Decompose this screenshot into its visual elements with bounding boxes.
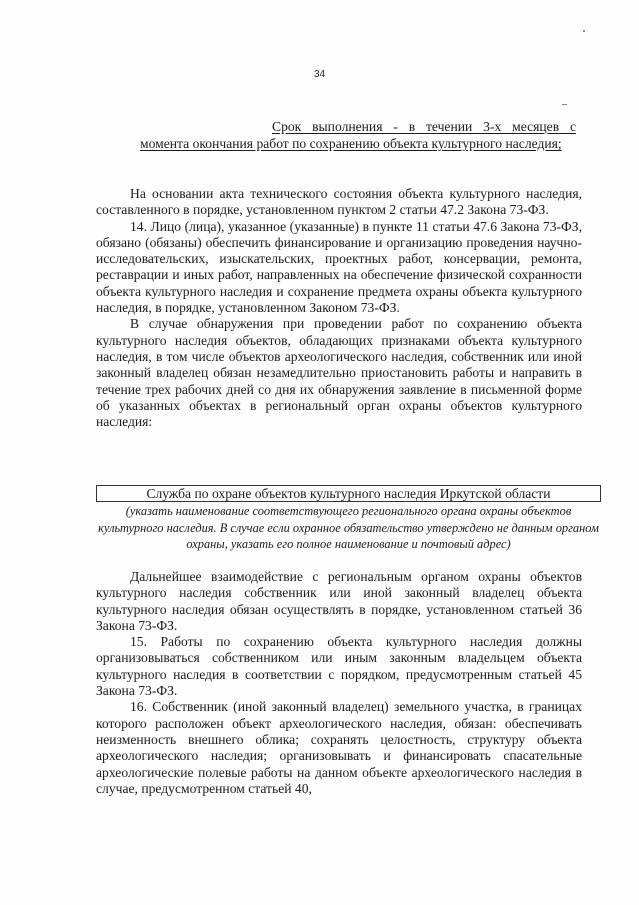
scan-mark [583,30,585,32]
body-section-2 [96,569,582,797]
paragraph-interaction: Дальнейшее взаимодействие с региональным органом охраны объектов культурного наследия собственник или иной законный владелец объекта культурного наследия обязан осуществлять в порядке, установленном статьей 36 Закона 73-ФЗ. [96,569,582,633]
authority-name-box [96,485,601,502]
page-number: 34 [313,69,326,80]
paragraph-15: 15. Работы по сохранению объекта культурного наследия должны организовываться собственником или иным законным владельцем объекта культурного наследия в соответствии с порядком, предусмотренным статьей 45 Закона 73-ФЗ. [96,634,582,699]
scan-mark [562,104,567,105]
paragraph-16: 16. Собственник (иной законный владелец) земельного участка, в границах которого расположен объект археологического наследия, обязан: обеспечивать неизменность внешнего облика; сохранять целостность, структуру объекта археологического наследия; организовывать и финансировать спасательные археологические полевые работы на данном объекте археологического наследия в случае, предусмотренном статьей 40, [96,699,582,796]
authority-hint: (указать наименование соответствующего регионального органа охраны объектов культурного наследия. В случае если охранное обязательство утверждено не данным органом охраны, указать его полное наименование и почтовый адрес) [98,504,599,551]
body-section-1 [96,186,582,430]
paragraph-discovery: В случае обнаружения при проведении работ по сохранению объекта культурного наследия объектов, обладающих признаками объекта культурного наследия, в том числе объектов археологического наследия, собственник или иной законный владелец обязан незамедлительно приостановить работы и направить в течение трех рабочих дней со дня их обнаружения заявление в письменной форме об указанных объектах в региональный орган охраны объектов культурного наследия: [96,316,582,430]
paragraph-basis: На основании акта технического состояния объекта культурного наследия, составленного в порядке, установленном пунктом 2 статьи 47.2 Закона 73-ФЗ. [96,186,582,218]
paragraph-14: 14. Лицо (лица), указанное (указанные) в пункте 11 статьи 47.6 Закона 73-ФЗ, обязано (обязаны) обеспечить финансирование и организацию проведения научно-исследовательских, изыскательских, проектных работ, консервации, ремонта, реставрации и иных работ, направленных на обеспечение физической сохранности объекта культурного наследия и сохранение предмета охраны объекта культурного наследия, в порядке, установленном Законом 73-ФЗ. [96,218,582,316]
authority-name: Служба по охране объектов культурного наследия Иркутской области [146,486,551,501]
deadline-text: Срок выполнения - в течении 3-х месяцев с момента окончания работ по сохранению объекта культурного наследия; [140,119,576,151]
